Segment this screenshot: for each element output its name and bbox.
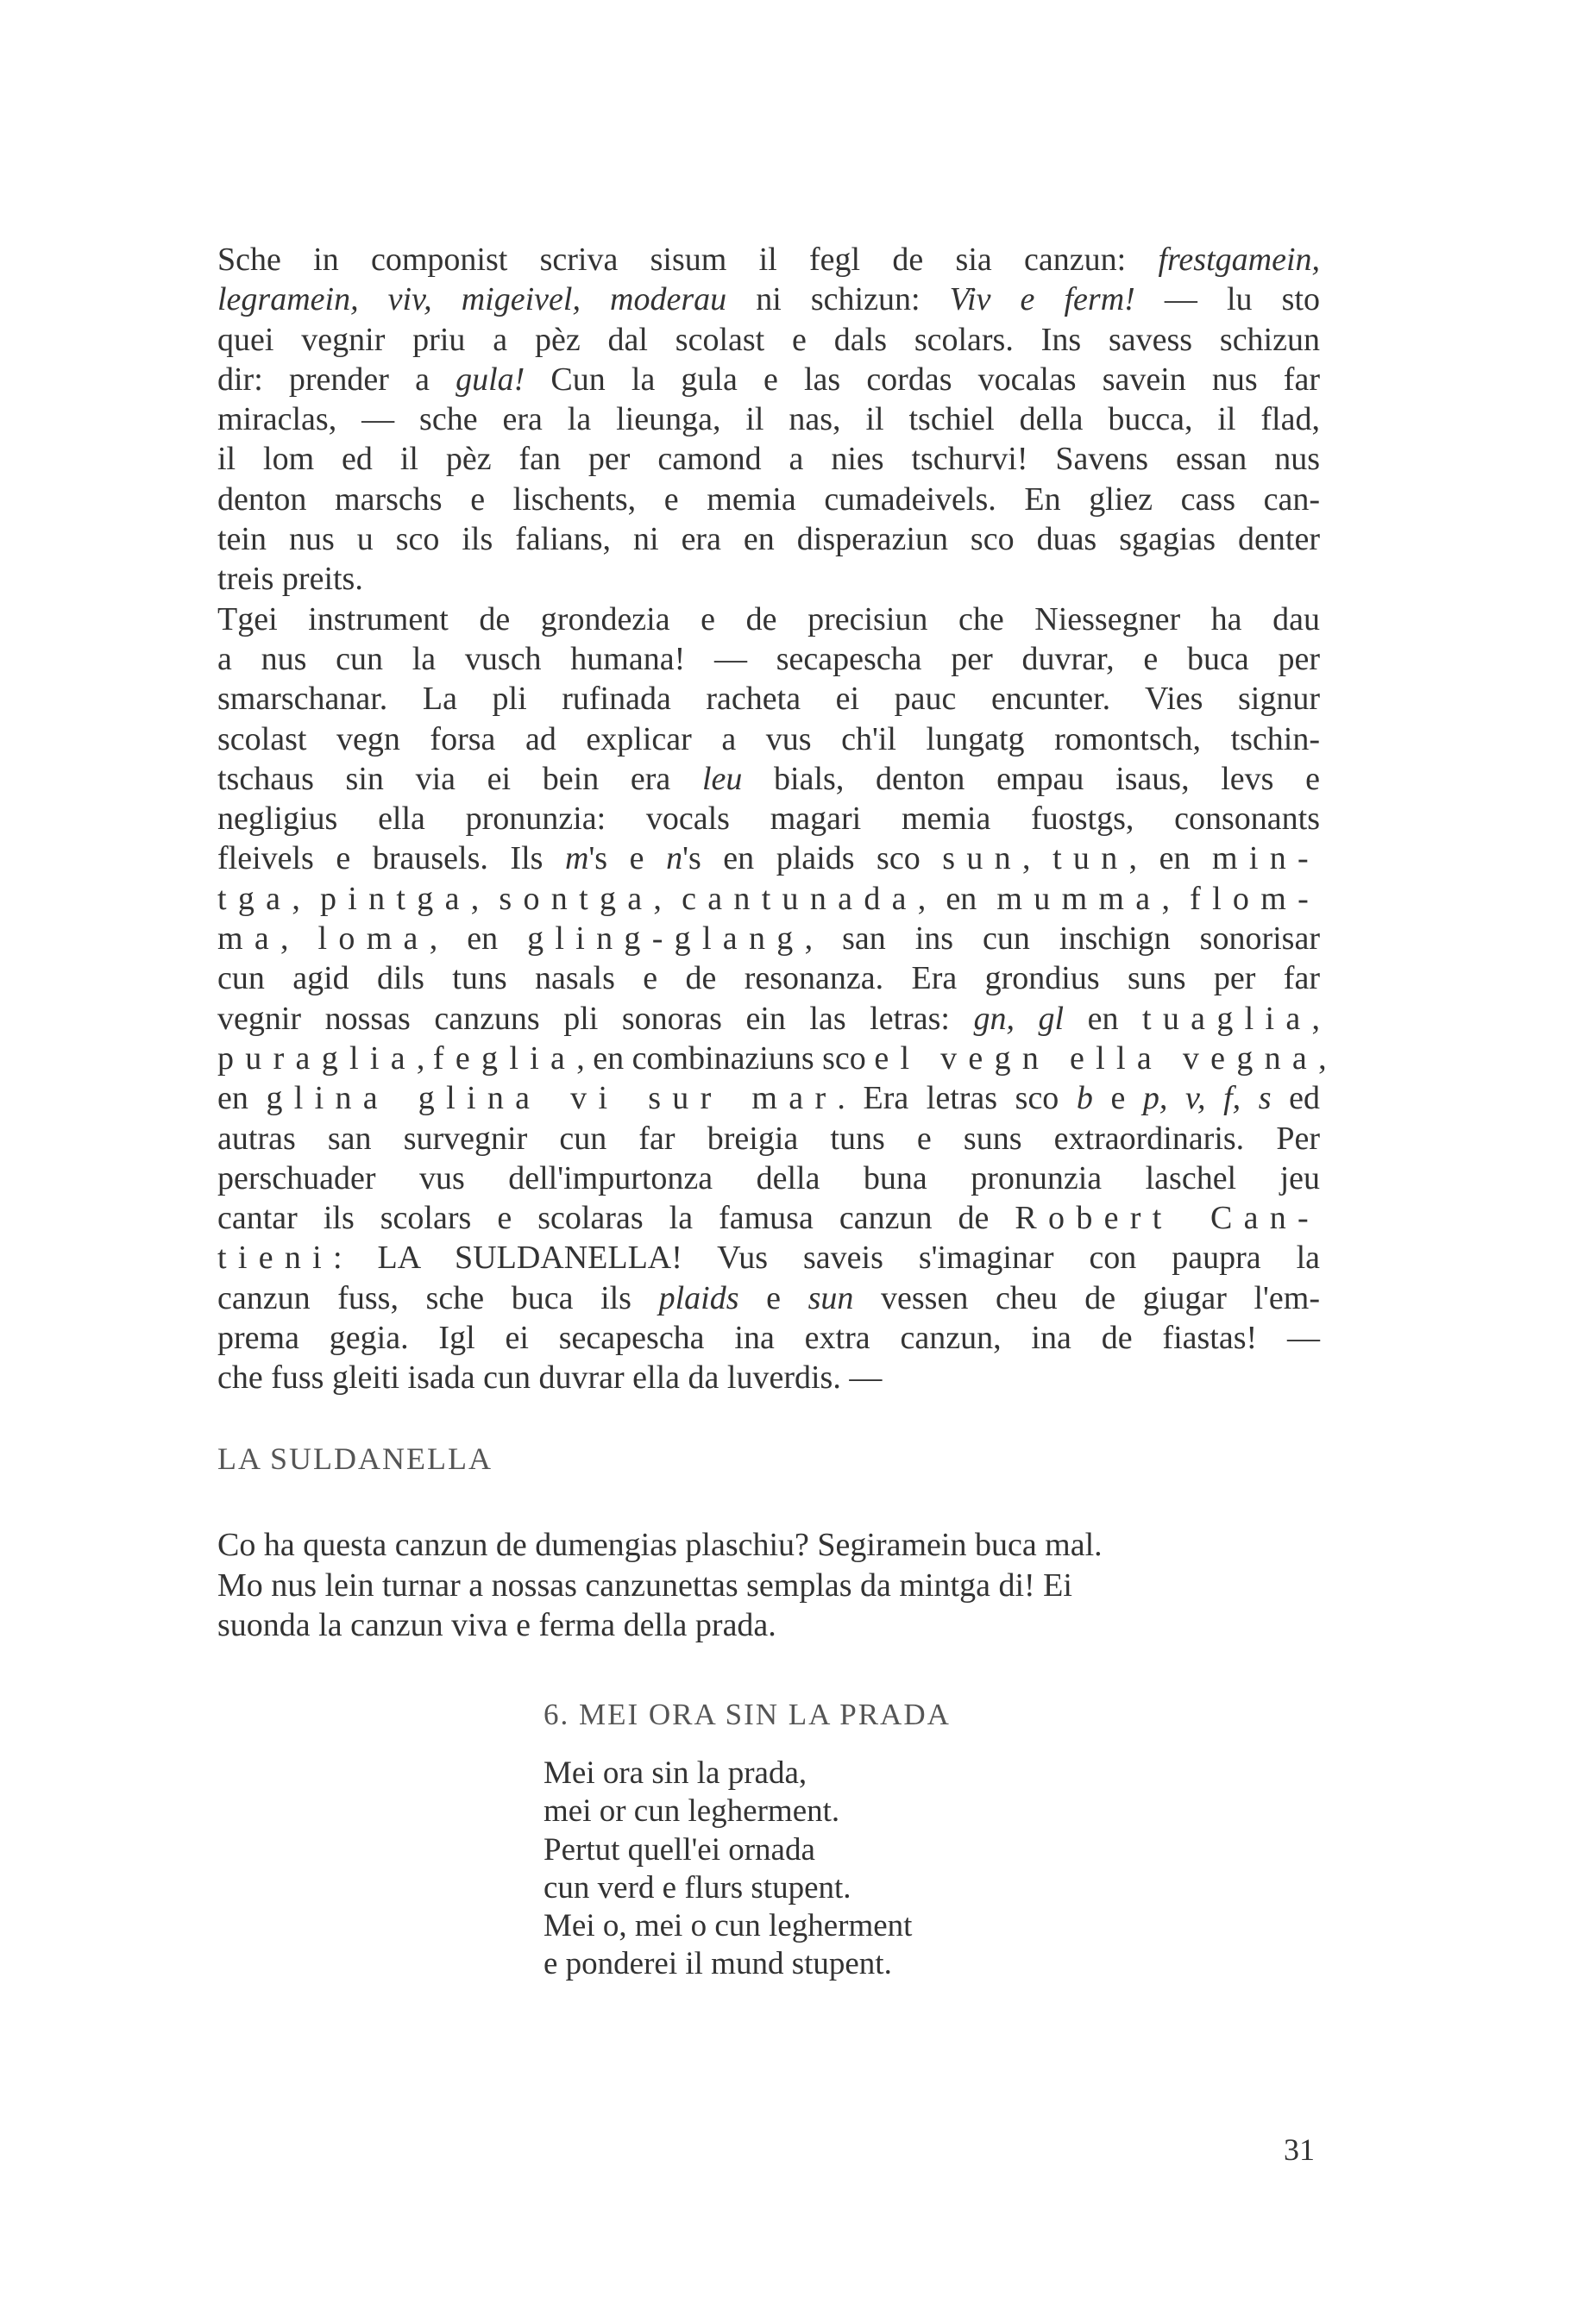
text-line: scolast vegn forsa ad explicar a vus ch'il lungatg romontsch, tschin- [217,720,1320,757]
section-heading: LA SULDANELLA [217,1441,493,1476]
text-line: denton marschs e lischents, e memia cumadeivels. En gliez cass can- [217,480,1320,518]
body-paragraph [217,240,1327,1398]
text-line: cantar ils scolars e scolaras la famusa canzun de Robert Can- [217,1200,1321,1237]
text-line: vegnir nossas canzuns pli sonoras ein las letras: gn, gl en tuaglia, [217,1000,1321,1037]
text-line: mei or cun legherment. [544,1793,840,1830]
text-line: tieni: LA SULDANELLA! Vus saveis s'imaginar con paupra la [217,1240,1320,1277]
text-line: fleivels e brausels. Ils m's e n's en plaids sco sun, tun, en min- [217,840,1321,877]
text-line: ma, loma, en gling-glang, san ins cun inschign sonorisar [217,920,1320,958]
intro-paragraph [217,1525,1320,1646]
text-line: e ponderei il mund stupent. [544,1946,892,1982]
text-line: cun verd e flurs stupent. [544,1869,851,1906]
text-line: il lom ed il pèz fan per camond a nies tschurvi! Savens essan nus [217,441,1320,478]
text-line: Pertut quell'ei ornada [544,1831,815,1868]
text-line: dir: prender a gula! Cun la gula e las cordas vocalas savein nus far [217,361,1320,398]
text-line: tschaus sin via ei bein era leu bials, denton empau isaus, levs e [217,760,1320,797]
song-title: 6. MEI ORA SIN LA PRADA [544,1698,951,1731]
text-line: prema gegia. Igl ei secapescha ina extra canzun, ina de fiastas! — [217,1320,1320,1357]
text-line: Co ha questa canzun de dumengias plaschiu? Segiramein buca mal. [217,1527,1103,1563]
text-line: negligius ella pronunzia: vocals magari memia fuostgs, consonants [217,801,1320,838]
text-line: autras san survegnir cun far breigia tuns e suns extraordinaris. Per [217,1120,1320,1157]
text-line: Mei ora sin la prada, [544,1755,807,1791]
text-line: Mei o, mei o cun legherment [544,1908,913,1944]
text-line: perschuader vus dell'impurtonza della buna pronunzia laschel jeu [217,1159,1320,1196]
text-line: tein nus u sco ils falians, ni era en disperaziun sco duas sgagias denter [217,521,1320,558]
text-line: quei vegnir priu a pèz dal scolast e dals scolars. Ins savess schizun [217,321,1320,358]
text-line: treis preits. [217,561,363,598]
text-line: suonda la canzun viva e ferma della prada. [217,1607,776,1643]
text-line: puraglia, feglia, en combinaziuns sco el vegn ella vegna, [217,1039,1327,1077]
text-line: che fuss gleiti isada cun duvrar ella da luverdis. — [217,1359,883,1397]
text-line: cun agid dils tuns nasals e de resonanza. Era grondius suns per far [217,960,1320,997]
text-line: Mo nus lein turnar a nossas canzunettas semplas da mintga di! Ei [217,1567,1072,1604]
text-line: smarschanar. La pli rufinada racheta ei pauc encunter. Vies signur [217,681,1320,718]
text-line: Tgei instrument de grondezia e de precisiun che Niessegner ha dau [217,600,1320,637]
text-line: a nus cun la vusch humana! — secapescha per duvrar, e buca per [217,640,1320,677]
text-line: en glina glina vi sur mar. Era letras sco b e p, v, f, s ed [217,1080,1320,1117]
text-line: legramein, viv, migeivel, moderau ni schizun: Viv e ferm! — lu sto [217,281,1320,318]
page-number: 31 [1284,2132,1315,2167]
text-line: miraclas, — sche era la lieunga, il nas, il tschiel della bucca, il flad, [217,401,1320,438]
text-line: canzun fuss, sche buca ils plaids e sun vessen cheu de giugar l'em- [217,1279,1320,1316]
song-verse [544,1755,912,1984]
text-line: Sche in componist scriva sisum il fegl de sia canzun: frestgamein, [217,242,1320,278]
text-line: tga, pintga, sontga, cantunada, en mumma, flom- [217,880,1321,917]
